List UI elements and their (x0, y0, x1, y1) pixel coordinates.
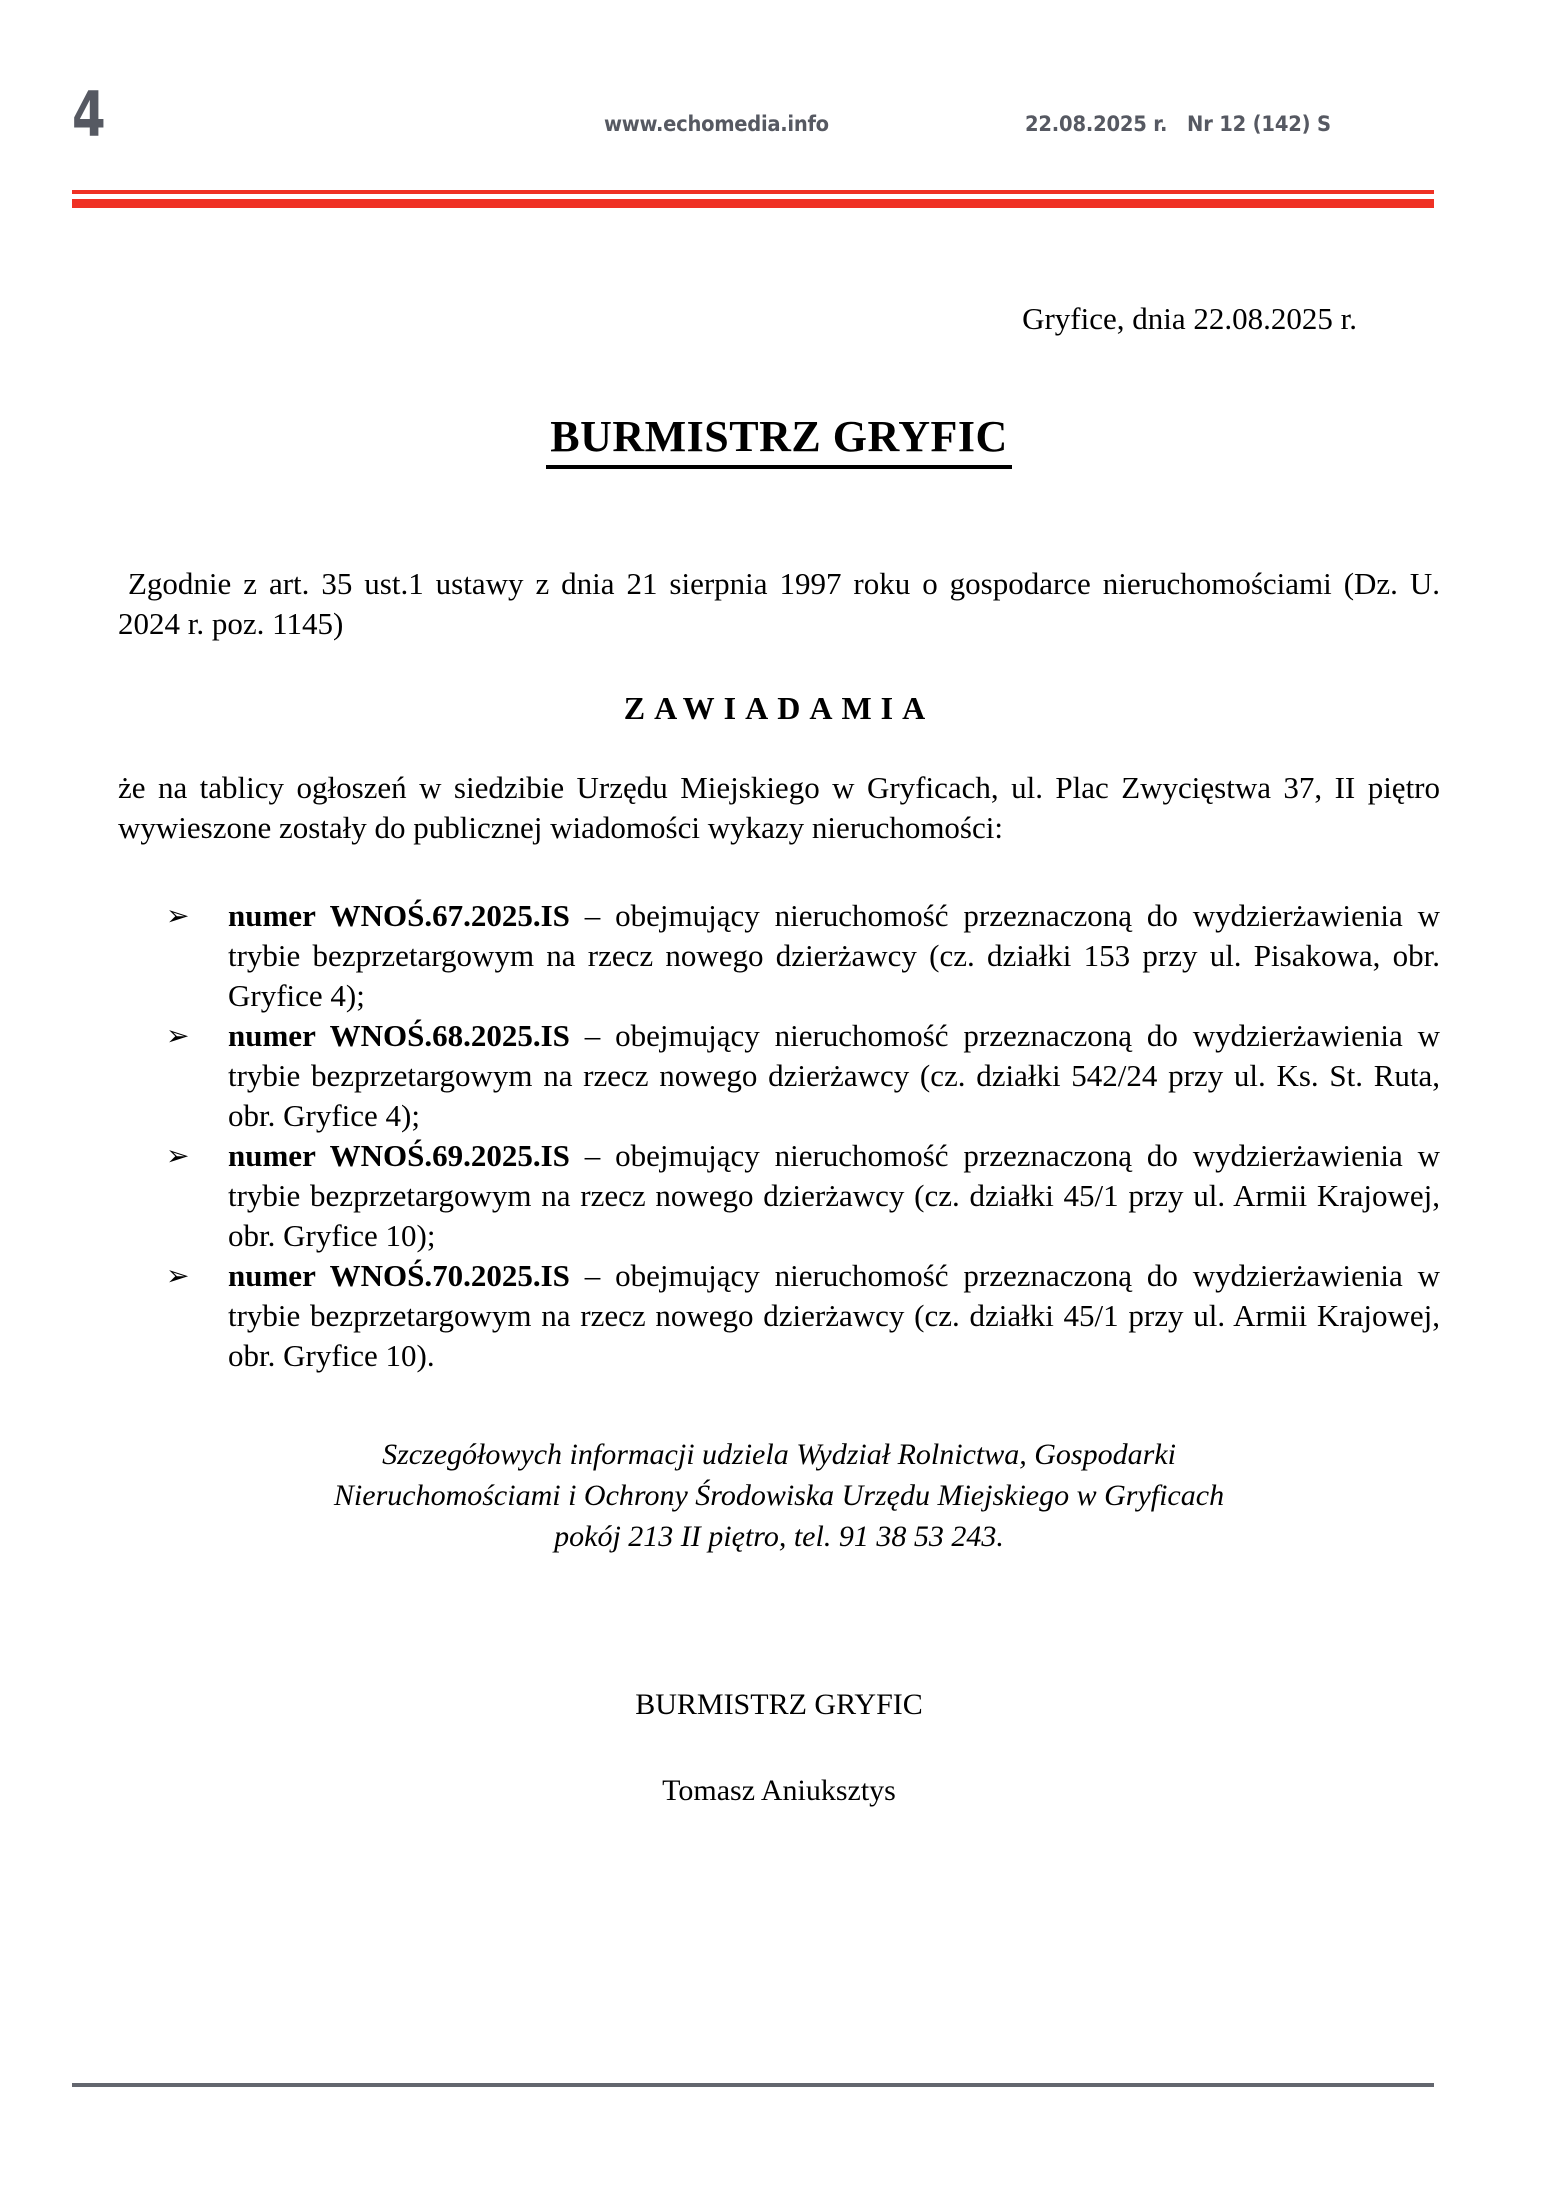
dateline: Gryfice, dnia 22.08.2025 r. (1022, 301, 1357, 336)
signature-name: Tomasz Aniuksztys (662, 1774, 896, 1807)
document-body (118, 300, 1440, 1811)
list-item-text: – obejmujący nieruchomość przeznaczoną do wydzierżawienia w trybie bezprzetargowym na rzecz nowego dzierżawcy (cz. działki 45/1 przy ul. Armii Krajowej, obr. Gryfice 10); (228, 1138, 1440, 1253)
notice-list (118, 896, 1440, 1376)
masthead-website: www.echomedia.info (604, 112, 829, 136)
arrow-bullet-icon: ➢ (166, 1139, 190, 1172)
list-item-number: numer WNOŚ.67.2025.IS (228, 898, 570, 933)
list-item (118, 1256, 1440, 1376)
list-item-text: – obejmujący nieruchomość przeznaczoną do wydzierżawienia w trybie bezprzetargowym na rzecz nowego dzierżawcy (cz. działki 542/24 przy ul. Ks. St. Ruta, obr. Gryfice 4); (228, 1018, 1440, 1133)
list-item (118, 896, 1440, 1016)
list-item-number: numer WNOŚ.70.2025.IS (228, 1258, 570, 1293)
signature-role: BURMISTRZ GRYFIC (635, 1688, 923, 1721)
list-item-text: – obejmujący nieruchomość przeznaczoną do wydzierżawienia w trybie bezprzetargowym na rzecz nowego dzierżawcy (cz. działki 153 przy ul. Pisakowa, obr. Gryfice 4); (228, 898, 1440, 1013)
signature-block (118, 1685, 1440, 1811)
list-item (118, 1016, 1440, 1136)
page-number: 4 (72, 78, 105, 151)
list-item-number: numer WNOŚ.68.2025.IS (228, 1018, 570, 1053)
list-item-text: – obejmujący nieruchomość przeznaczoną do wydzierżawienia w trybie bezprzetargowym na rzecz nowego dzierżawcy (cz. działki 45/1 przy ul. Armii Krajowej, obr. Gryfice 10). (228, 1258, 1440, 1373)
list-item-number: numer WNOŚ.69.2025.IS (228, 1138, 570, 1173)
arrow-bullet-icon: ➢ (166, 899, 190, 932)
notice-paragraph: że na tablicy ogłoszeń w siedzibie Urzędu Miejskiego w Gryficach, ul. Plac Zwycięstwa 37, II piętro wywieszone zostały do publicznej wiadomości wykazy nieruchomości: (118, 770, 1440, 845)
arrow-bullet-icon: ➢ (166, 1259, 190, 1292)
contact-info (118, 1434, 1440, 1557)
intro-paragraph: Zgodnie z art. 35 ust.1 ustawy z dnia 21 sierpnia 1997 roku o gospodarce nieruchomościami (Dz. U. 2024 r. poz. 1145) (118, 566, 1440, 641)
header-rule-thick (72, 199, 1434, 208)
masthead (0, 78, 1558, 152)
list-item (118, 1136, 1440, 1256)
contact-line-1: Szczegółowych informacji udziela Wydział Rolnictwa, Gospodarki (382, 1438, 1176, 1471)
contact-line-3: pokój 213 II piętro, tel. 91 38 53 243. (554, 1520, 1004, 1553)
masthead-issue-info: 22.08.2025 r. Nr 12 (142) S (1025, 112, 1331, 136)
header-rule-thin (72, 190, 1434, 194)
page-title-text: BURMISTRZ GRYFIC (546, 412, 1012, 469)
announce-heading: ZAWIADAMIA (623, 690, 935, 726)
arrow-bullet-icon: ➢ (166, 1019, 190, 1052)
page-title (118, 410, 1440, 464)
footer-rule (72, 2083, 1434, 2087)
contact-line-2: Nieruchomościami i Ochrony Środowiska Urzędu Miejskiego w Gryficach (333, 1479, 1225, 1512)
